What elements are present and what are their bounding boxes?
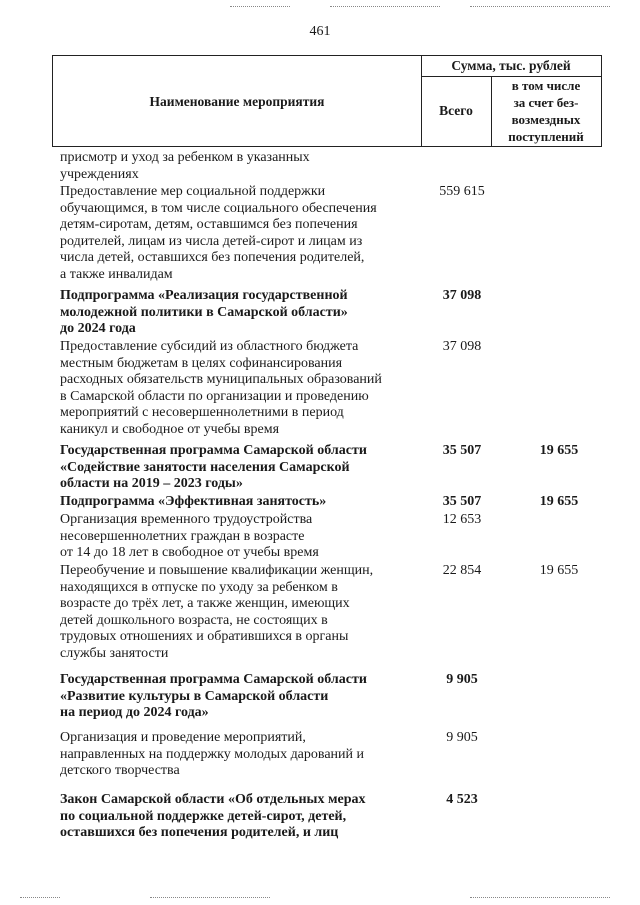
row-name: Предоставление субсидий из областного бюджета местным бюджетам в целях софинансирования расходных обязательств муниципальных образований в Самарской области по организации и проведению мероприятий с несовершеннолетними в период каникул и свободное от учебы время bbox=[60, 339, 382, 437]
column-header-sum: Сумма, тыс. рублей bbox=[451, 58, 571, 73]
row-name: Подпрограмма «Эффективная занятость» bbox=[60, 494, 327, 509]
row-total: 35 507 bbox=[442, 494, 482, 509]
column-header-gratuitous: в том числе за счет без- возмездных поступлений bbox=[508, 78, 584, 144]
row-total: 12 653 bbox=[442, 512, 482, 527]
row-name: Подпрограмма «Реализация государственной молодежной политики в Самарской области» до 2024 года bbox=[60, 288, 348, 336]
row-gratuitous: 19 655 bbox=[539, 443, 579, 458]
row-name: Переобучение и повышение квалификации женщин, находящихся в отпуске по уходу за ребенком в возрасте до трёх лет, а также женщин, имеющих детей дошкольного возраста, не состоящих в трудовых отношениях и обратившихся в органы службы занятости bbox=[60, 563, 374, 661]
row-total: 22 854 bbox=[442, 563, 482, 578]
scan-artifact bbox=[150, 897, 270, 898]
row-name: Организация временного трудоустройства несовершеннолетних граждан в возрасте от 14 до 18 лет в свободное от учебы время bbox=[60, 512, 319, 560]
scan-artifact bbox=[20, 897, 60, 898]
row-name: Организация и проведение мероприятий, направленных на поддержку молодых дарований и детского творчества bbox=[60, 730, 365, 778]
row-name: Предоставление мер социальной поддержки обучающимся, в том числе социального обеспечения детям-сиротам, детям, оставшимся без попечения родителей, лицам из числа детей-сирот и лицам из числа детей, оставшихся без попечения родителей, а также инвалидам bbox=[60, 184, 377, 282]
row-name: Государственная программа Самарской области «Содействие занятости населения Самарской области на 2019 – 2023 годы» bbox=[60, 443, 367, 491]
scan-artifact bbox=[470, 897, 610, 898]
scan-artifact bbox=[230, 6, 290, 7]
table-header bbox=[52, 55, 602, 147]
row-gratuitous: 19 655 bbox=[539, 494, 579, 509]
row-total: 37 098 bbox=[442, 288, 482, 303]
row-name: Государственная программа Самарской области «Развитие культуры в Самарской области на период до 2024 года» bbox=[60, 672, 367, 720]
row-total: 35 507 bbox=[442, 443, 482, 458]
row-name: Закон Самарской области «Об отдельных мерах по социальной поддержке детей-сирот, детей, оставшихся без попечения родителей, и лиц bbox=[60, 792, 366, 840]
scan-artifact bbox=[470, 6, 610, 7]
row-total: 559 615 bbox=[439, 184, 485, 199]
row-name: присмотр и уход за ребенком в указанных учреждениях bbox=[60, 150, 310, 182]
row-total: 9 905 bbox=[446, 730, 478, 745]
row-total: 4 523 bbox=[446, 792, 478, 807]
column-header-name: Наименование мероприятия bbox=[149, 94, 325, 109]
page-number: 461 bbox=[309, 24, 331, 39]
scan-artifact bbox=[330, 6, 440, 7]
row-total: 37 098 bbox=[442, 339, 482, 354]
row-total: 9 905 bbox=[446, 672, 478, 687]
row-gratuitous: 19 655 bbox=[539, 563, 579, 578]
column-header-total: Всего bbox=[439, 103, 473, 118]
